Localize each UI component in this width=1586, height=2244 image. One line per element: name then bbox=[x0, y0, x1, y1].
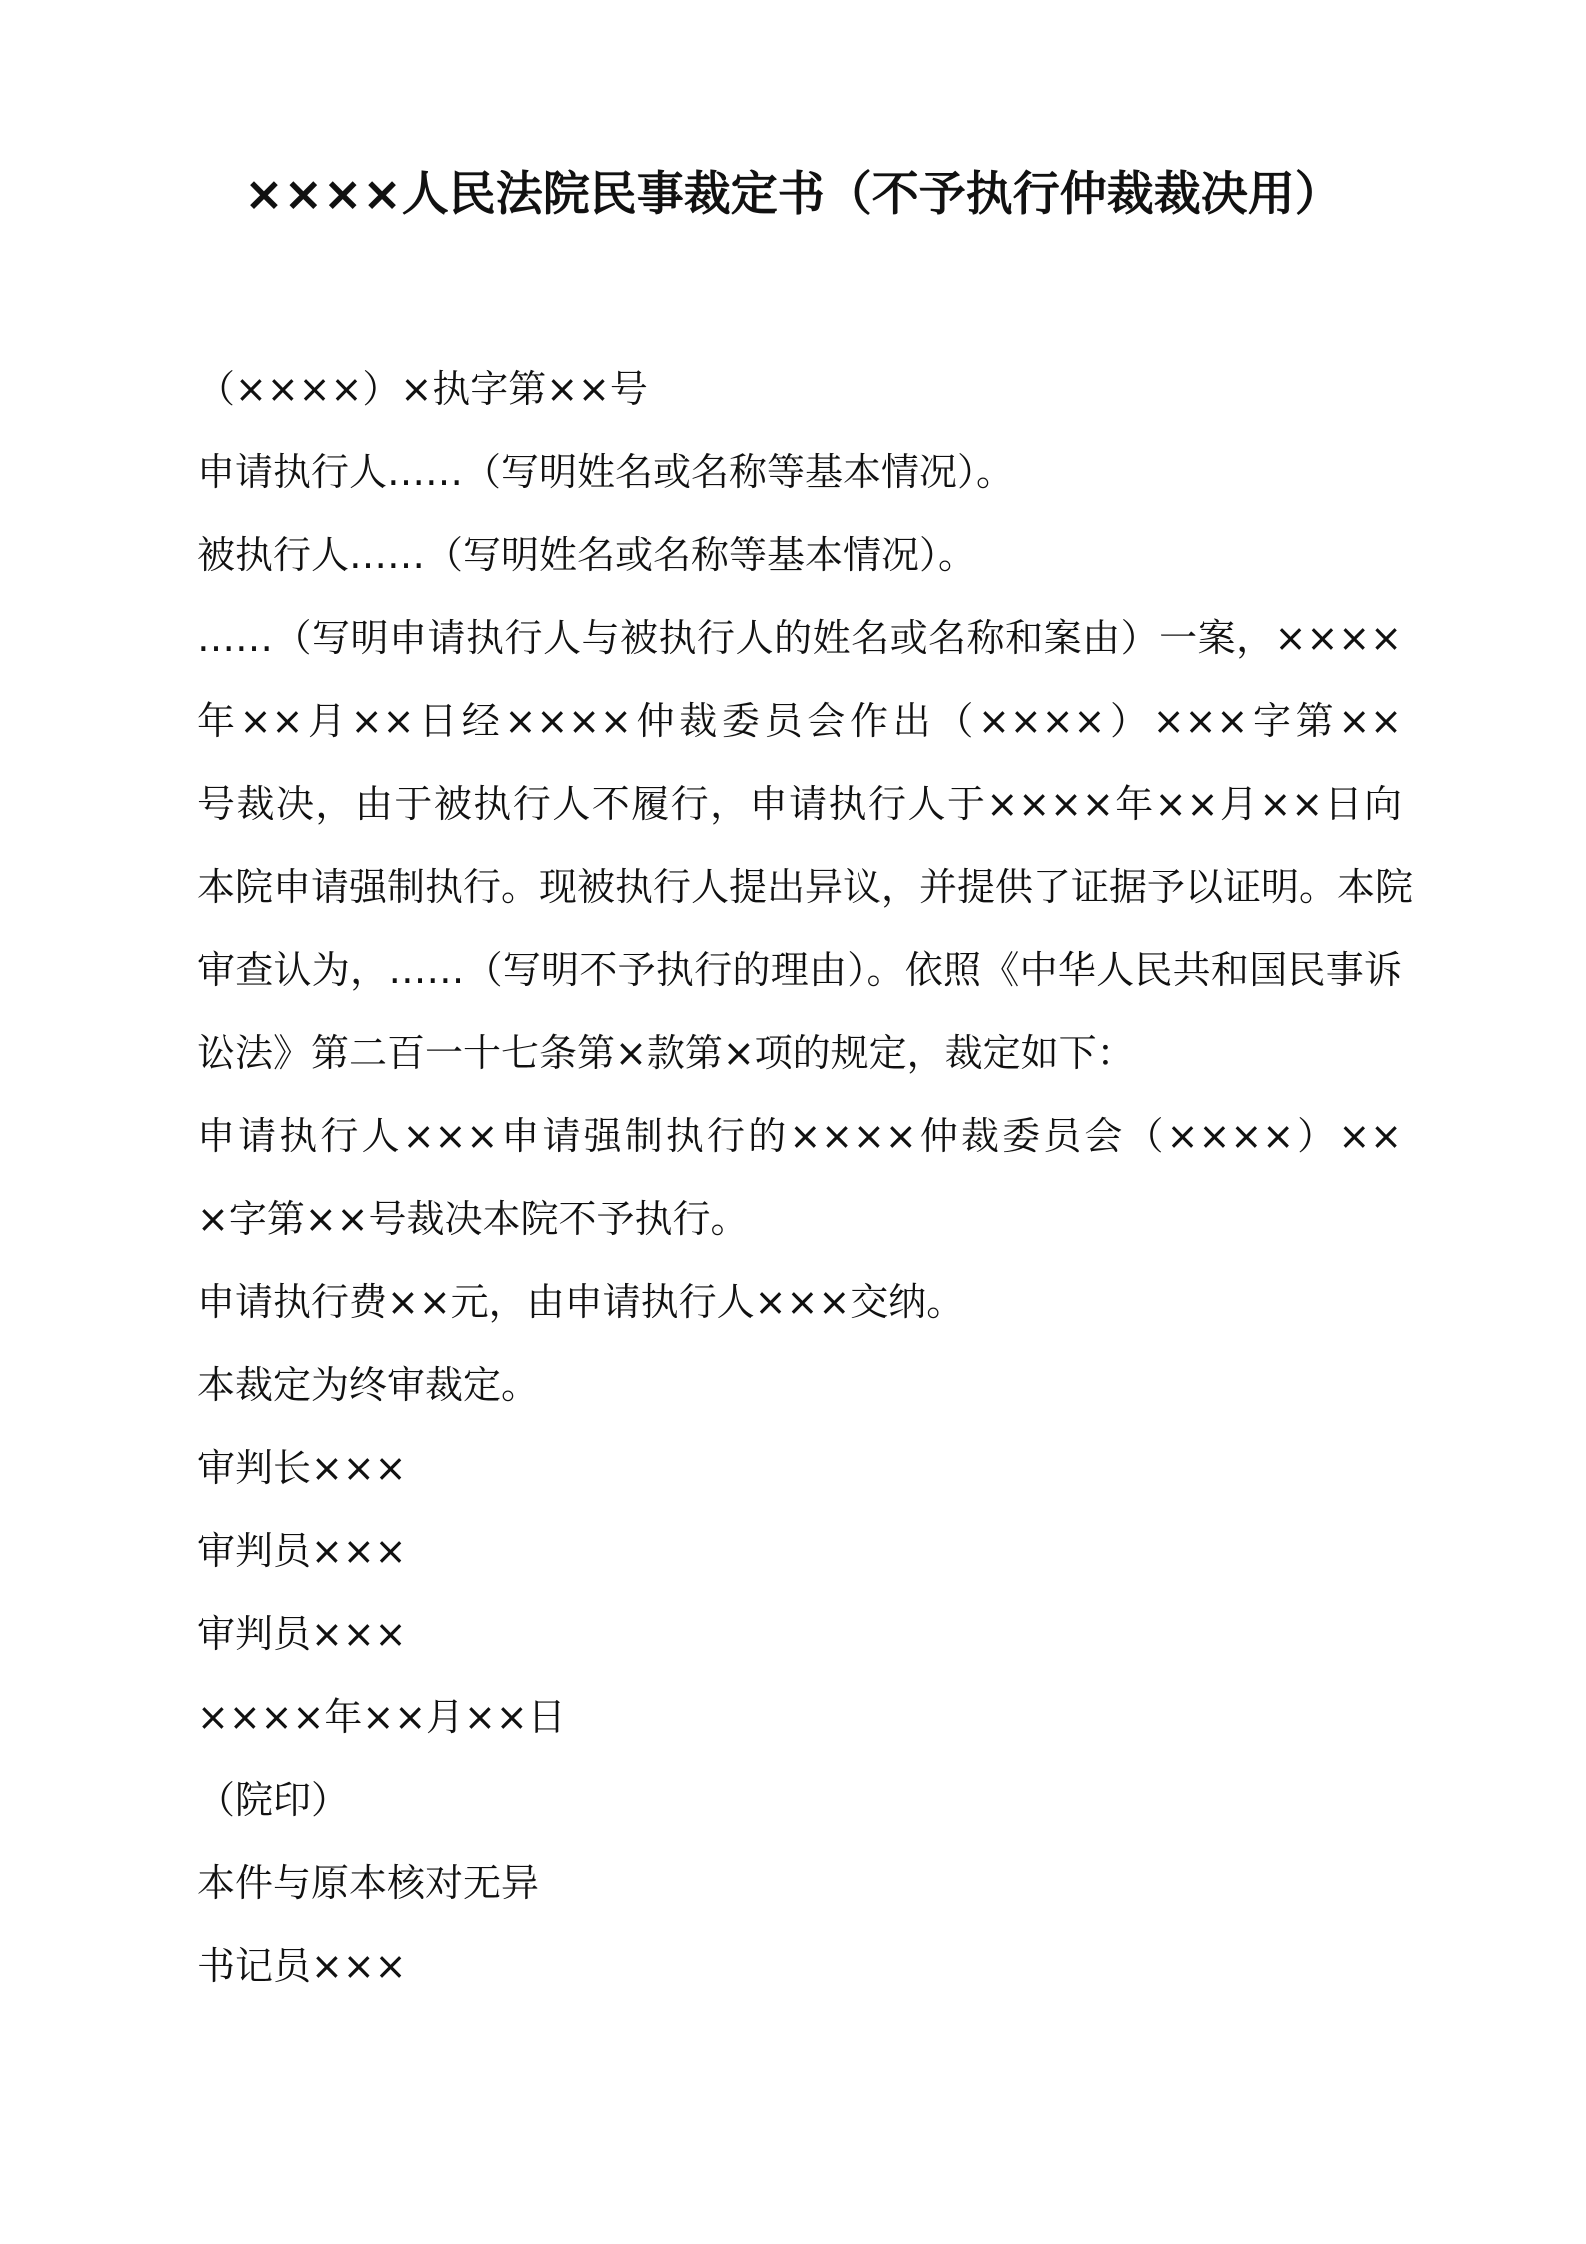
court-seal: （院印） bbox=[197, 1778, 350, 1822]
body-paragraph-line: ……（写明申请执行人与被执行人的姓名或名称和案由）一案，×××× bbox=[197, 616, 1402, 660]
ruling-date: ××××年××月××日 bbox=[197, 1695, 566, 1739]
verification-note: 本件与原本核对无异 bbox=[197, 1861, 540, 1905]
document-title: ××××人民法院民事裁定书（不予执行仲裁裁决用） bbox=[244, 167, 1342, 222]
case-number: （××××）×执字第××号 bbox=[197, 367, 648, 411]
respondent-line: 被执行人……（写明姓名或名称等基本情况）。 bbox=[197, 533, 977, 577]
judge-2: 审判员××× bbox=[197, 1612, 407, 1656]
finality-line: 本裁定为终审裁定。 bbox=[197, 1363, 540, 1407]
body-paragraph-line: 讼法》第二百一十七条第×款第×项的规定，裁定如下： bbox=[197, 1031, 1135, 1075]
clerk-line: 书记员××× bbox=[197, 1944, 407, 1988]
document-body bbox=[197, 348, 1414, 2008]
ruling-line: 申请执行人×××申请强制执行的××××仲裁委员会（××××）×× bbox=[197, 1114, 1402, 1158]
judge-1: 审判员××× bbox=[197, 1529, 407, 1573]
fee-line: 申请执行费××元，由申请执行人×××交纳。 bbox=[197, 1280, 965, 1324]
body-paragraph-line: 号裁决，由于被执行人不履行，申请执行人于××××年××月××日向 bbox=[197, 782, 1402, 826]
applicant-line: 申请执行人……（写明姓名或名称等基本情况）。 bbox=[197, 450, 1015, 494]
body-paragraph-line: 审查认为，……（写明不予执行的理由）。依照《中华人民共和国民事诉 bbox=[197, 948, 1402, 992]
ruling-line: ×字第××号裁决本院不予执行。 bbox=[197, 1197, 749, 1241]
body-paragraph-line: 本院申请强制执行。现被执行人提出异议，并提供了证据予以证明。本院 bbox=[197, 865, 1414, 909]
presiding-judge: 审判长××× bbox=[197, 1446, 407, 1490]
body-paragraph-line: 年××月××日经××××仲裁委员会作出（××××）×××字第×× bbox=[197, 699, 1402, 743]
